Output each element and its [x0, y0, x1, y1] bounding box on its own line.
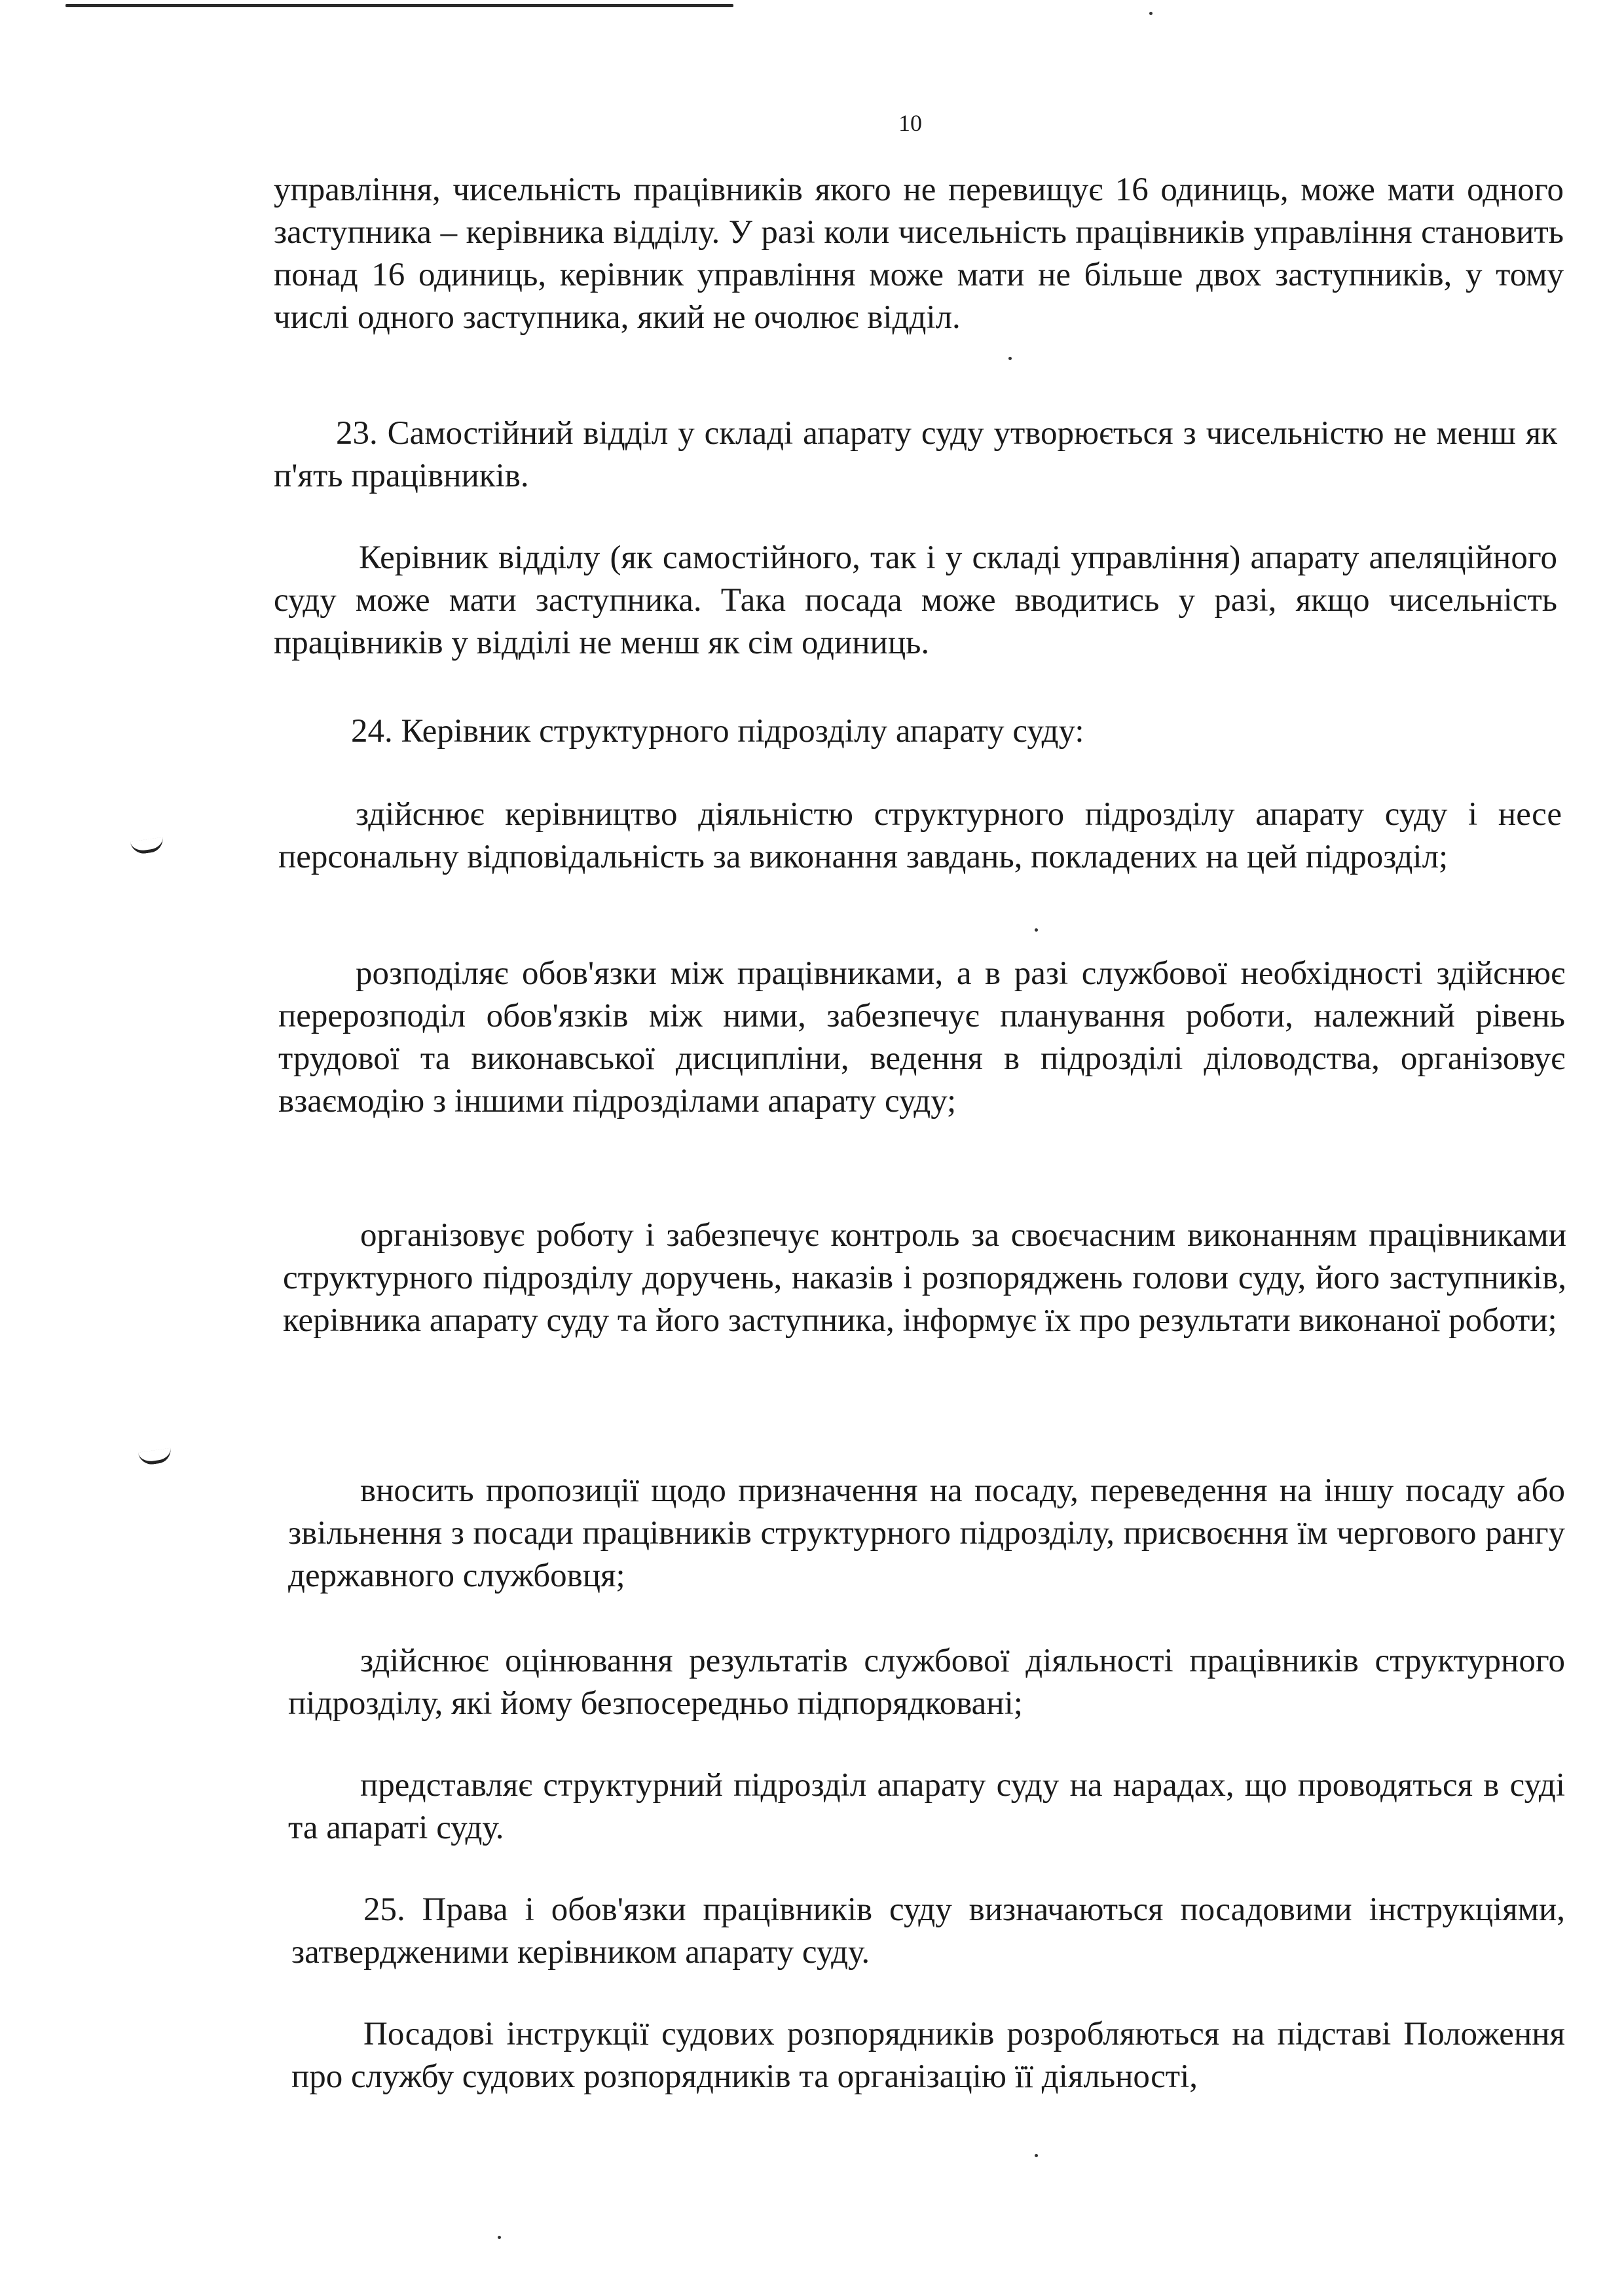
paragraph-representation: представляє структурний підрозділ апарату суду на нарадах, що проводяться в суді та апараті суду.: [288, 1767, 1565, 1846]
scan-speck: [1035, 2154, 1038, 2157]
scan-mark: [130, 837, 164, 856]
scan-speck: [1008, 357, 1012, 360]
paragraph-24: 24. Керівник структурного підрозділу апарату суду:: [351, 713, 1084, 750]
paragraph-23: 23. Самостійний відділ у складі апарату суду утворюється з чисельністю не менш як п'ять працівників.: [274, 415, 1557, 494]
paragraph-instructions: Посадові інструкції судових розпорядників розробляються на підставі Положення про службу судових розпорядників та організацію її діяльності,: [291, 2016, 1565, 2095]
paragraph-proposals: вносить пропозиції щодо призначення на посаду, переведення на іншу посаду або звільнення з посади працівників структурного підрозділу, присвоєння їм чергового рангу державного службовця;: [288, 1472, 1565, 1594]
scan-edge-line: [65, 4, 733, 7]
scan-speck: [498, 2236, 501, 2239]
scan-mark: [138, 1448, 172, 1467]
paragraph-distribution-duties: розподіляє обов'язки між працівниками, а в разі службової необхідності здійснює перерозподіл обов'язків між ними, забезпечує планування роботи, належний рівень трудової та виконавської дисципліни, ведення в підрозділі діловодства, організовує взаємодію з іншими підрозділами апарату суду;: [278, 955, 1565, 1120]
scan-speck: [1035, 928, 1038, 932]
paragraph-department-deputy: Керівник відділу (як самостійного, так і у складі управління) апарату апеляційного суду може мати заступника. Така посада може вводитись у разі, якщо чисельність працівників у відділі не менш як сім одиниць.: [274, 539, 1557, 661]
paragraph-25: 25. Права і обов'язки працівників суду визначаються посадовими інструкціями, затвердженими керівником апарату суду.: [291, 1891, 1565, 1971]
page-number: 10: [898, 110, 922, 136]
paragraph-evaluation: здійснює оцінювання результатів службової діяльності працівників структурного підрозділу, які йому безпосередньо підпорядковані;: [288, 1643, 1565, 1722]
scan-speck: [1149, 12, 1153, 15]
paragraph-organization-control: організовує роботу і забезпечує контроль за своєчасним виконанням працівниками структурного підрозділу доручень, наказів і розпоряджень голови суду, його заступників, керівника апарату суду та його заступника, інформує їх про результати виконаної роботи;: [283, 1217, 1566, 1339]
paragraph-management-duties: здійснює керівництво діяльністю структурного підрозділу апарату суду і несе персональну відповідальність за виконання завдань, покладених на цей підрозділ;: [278, 796, 1562, 875]
paragraph-continuation: управління, чисельність працівників якого не перевищує 16 одиниць, може мати одного заступника – керівника відділу. У разі коли чисельність працівників управління становить понад 16 одиниць, керівник управління може мати не більше двох заступників, у тому числі одного заступника, який не очолює відділ.: [274, 172, 1564, 336]
